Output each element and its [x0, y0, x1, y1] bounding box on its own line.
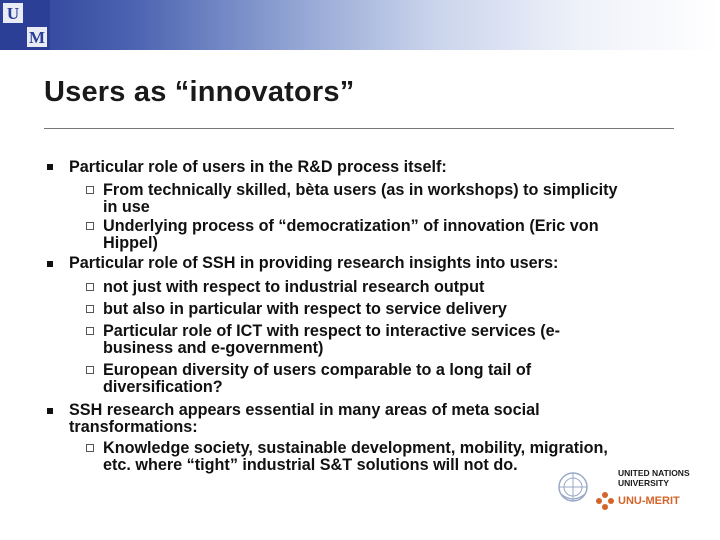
bullet-1-sub-2-line-1: Underlying process of “democratization” of innovation (Eric von [103, 217, 599, 235]
bullet-1-sub-1-line-1: From technically skilled, bèta users (as in workshops) to simplicity [103, 181, 618, 199]
unu-merit-label: UNU-MERIT [618, 495, 680, 507]
bullet-2-sub-4-line-1: European diversity of users comparable to a long tail of [103, 361, 532, 379]
title-divider [44, 128, 674, 129]
bullet-3-sub-1-line-2: etc. where “tight” industrial S&T solutions will not do. [103, 456, 518, 474]
bullet-3-line-1: SSH research appears essential in many areas of meta social [69, 401, 540, 419]
un-university-label [618, 468, 690, 488]
unu-merit-logo [556, 464, 716, 526]
bullet-2-sub-3-line-1: Particular role of ICT with respect to interactive services (e- [103, 322, 561, 340]
bullet-2-sub-1-line-1: not just with respect to industrial research output [103, 278, 485, 296]
bullet-1-line-1: Particular role of users in the R&D process itself: [69, 158, 447, 176]
sub-bullet-box-icon [86, 444, 94, 452]
um-logo-icon [0, 0, 50, 50]
sub-bullet-box-icon [86, 366, 94, 374]
sub-bullet-box-icon [86, 222, 94, 230]
sub-bullet-box-icon [86, 327, 94, 335]
bullet-3-line-2: transformations: [69, 418, 198, 436]
svg-text:U: U [6, 4, 20, 23]
bullet-square-icon [47, 164, 53, 170]
bullet-2-sub-3-line-2: business and e-government) [103, 339, 324, 357]
sub-bullet-box-icon [86, 305, 94, 313]
bullet-2-sub-2-line-1: but also in particular with respect to service delivery [103, 300, 507, 318]
bullet-square-icon [47, 261, 53, 267]
bullet-2-line-1: Particular role of SSH in providing research insights into users: [69, 254, 559, 272]
bullet-2-sub-4-line-2: diversification? [103, 378, 223, 396]
svg-text:M: M [28, 28, 46, 47]
bullet-1-sub-1-line-2: in use [103, 198, 150, 216]
sub-bullet-box-icon [86, 186, 94, 194]
un-label-line-2: UNIVERSITY [618, 478, 670, 488]
bullet-1-sub-2-line-2: Hippel) [103, 234, 158, 252]
bullet-3-sub-1-line-1: Knowledge society, sustainable development, mobility, migration, [103, 439, 608, 457]
header-band [0, 0, 720, 50]
unu-merit-flower-icon [594, 490, 616, 512]
bullet-square-icon [47, 408, 53, 414]
un-emblem-icon [556, 470, 590, 504]
sub-bullet-box-icon [86, 283, 94, 291]
slide-title: Users as “innovators” [44, 76, 355, 108]
un-label-line-1: UNITED NATIONS [618, 468, 690, 478]
